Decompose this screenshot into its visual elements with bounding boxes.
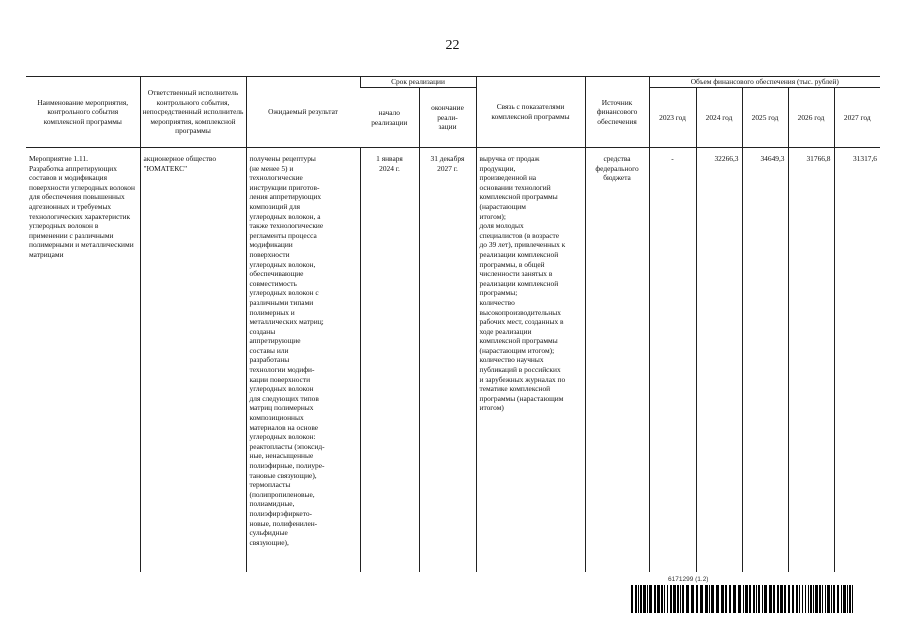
header-year-2025: 2025 год	[742, 88, 788, 148]
cell-value-2026: 31766,8	[788, 152, 834, 572]
cell-value-2025: 34649,3	[742, 152, 788, 572]
cell-value-2027: 31317,6	[834, 152, 880, 572]
header-source: Источник финансового обеспечения	[585, 77, 649, 148]
cell-source: средства федерального бюджета	[585, 152, 649, 572]
header-year-2023: 2023 год	[649, 88, 696, 148]
cell-result: получены рецептуры (не менее 5) и технологические инструкции приготов- ления аппретирующих композиций для углеродных волокон, а также технологические регламенты процесса модификации поверхности углеродных волокон, обеспечивающие совместимость углеродных волокон с различными типами полимерных и металлических матриц; созданы аппретирующие составы или разработаны технологии модифи- кации поверхности углеродных волокон для следующих типов матриц полимерных композиционных материалов на основе углеродных волокон: реактопласты (эпоксид- ные, ненасыщенные полиэфирные, полиуре- тановые связующие), термопласты (полипропиленовые, полиамидные, полиэфирэфиркето- новые, полифенилен- сульфидные связующие),	[246, 152, 360, 572]
header-year-2027: 2027 год	[834, 88, 880, 148]
cell-name: Мероприятие 1.11. Разработка аппретирующих составов и модификация поверхности углеродных волокон для обеспечения повышенных адгезионных и требуемых технологических характеристик углеродных волокон в применении с различными полимерными и металлическими матрицами	[29, 154, 135, 259]
header-year-2024: 2024 год	[696, 88, 742, 148]
header-term-end: окончание реали- зации	[419, 88, 476, 148]
page-number: 22	[445, 38, 460, 53]
cell-value-2023: -	[649, 152, 696, 572]
barcode-number: 6171299 (1.2)	[668, 576, 709, 583]
table-row	[26, 152, 880, 572]
program-table	[26, 76, 880, 572]
header-responsible: Ответственный исполнитель контрольного события, непосредственный исполнитель мероприятия, комплексной программы	[140, 77, 246, 148]
cell-term-start: 1 января 2024 г.	[360, 152, 419, 572]
header-year-2026: 2026 год	[788, 88, 834, 148]
header-link: Связь с показателями комплексной программы	[476, 77, 585, 148]
cell-value-2024: 32266,3	[696, 152, 742, 572]
barcode	[631, 585, 857, 613]
cell-term-end: 31 декабря 2027 г.	[419, 152, 476, 572]
cell-responsible: акционерное общество "ЮМАТЕКС"	[140, 152, 246, 572]
header-name: Наименование мероприятия, контрольного события комплексной программы	[26, 77, 140, 148]
header-finance-group: Объем финансового обеспечения (тыс. рублей)	[649, 77, 880, 88]
header-term-group: Срок реализации	[360, 77, 476, 88]
cell-link: выручка от продаж продукции, произведенной на основании технологий комплексной программы (нарастающим итогом); доля молодых специалистов (в возрасте до 39 лет), привлеченных к реализации комплексной программы, в общей численности занятых в реализации комплексной программы; количество высокопроизводительных рабочих мест, созданных в ходе реализации комплексной программы (нарастающим итогом); количество научных публикаций в российских и зарубежных журналах по тематике комплексной программы (нарастающим итогом)	[476, 152, 585, 572]
header-result: Ожидаемый результат	[246, 77, 360, 148]
header-term-start: начало реализации	[371, 107, 408, 127]
